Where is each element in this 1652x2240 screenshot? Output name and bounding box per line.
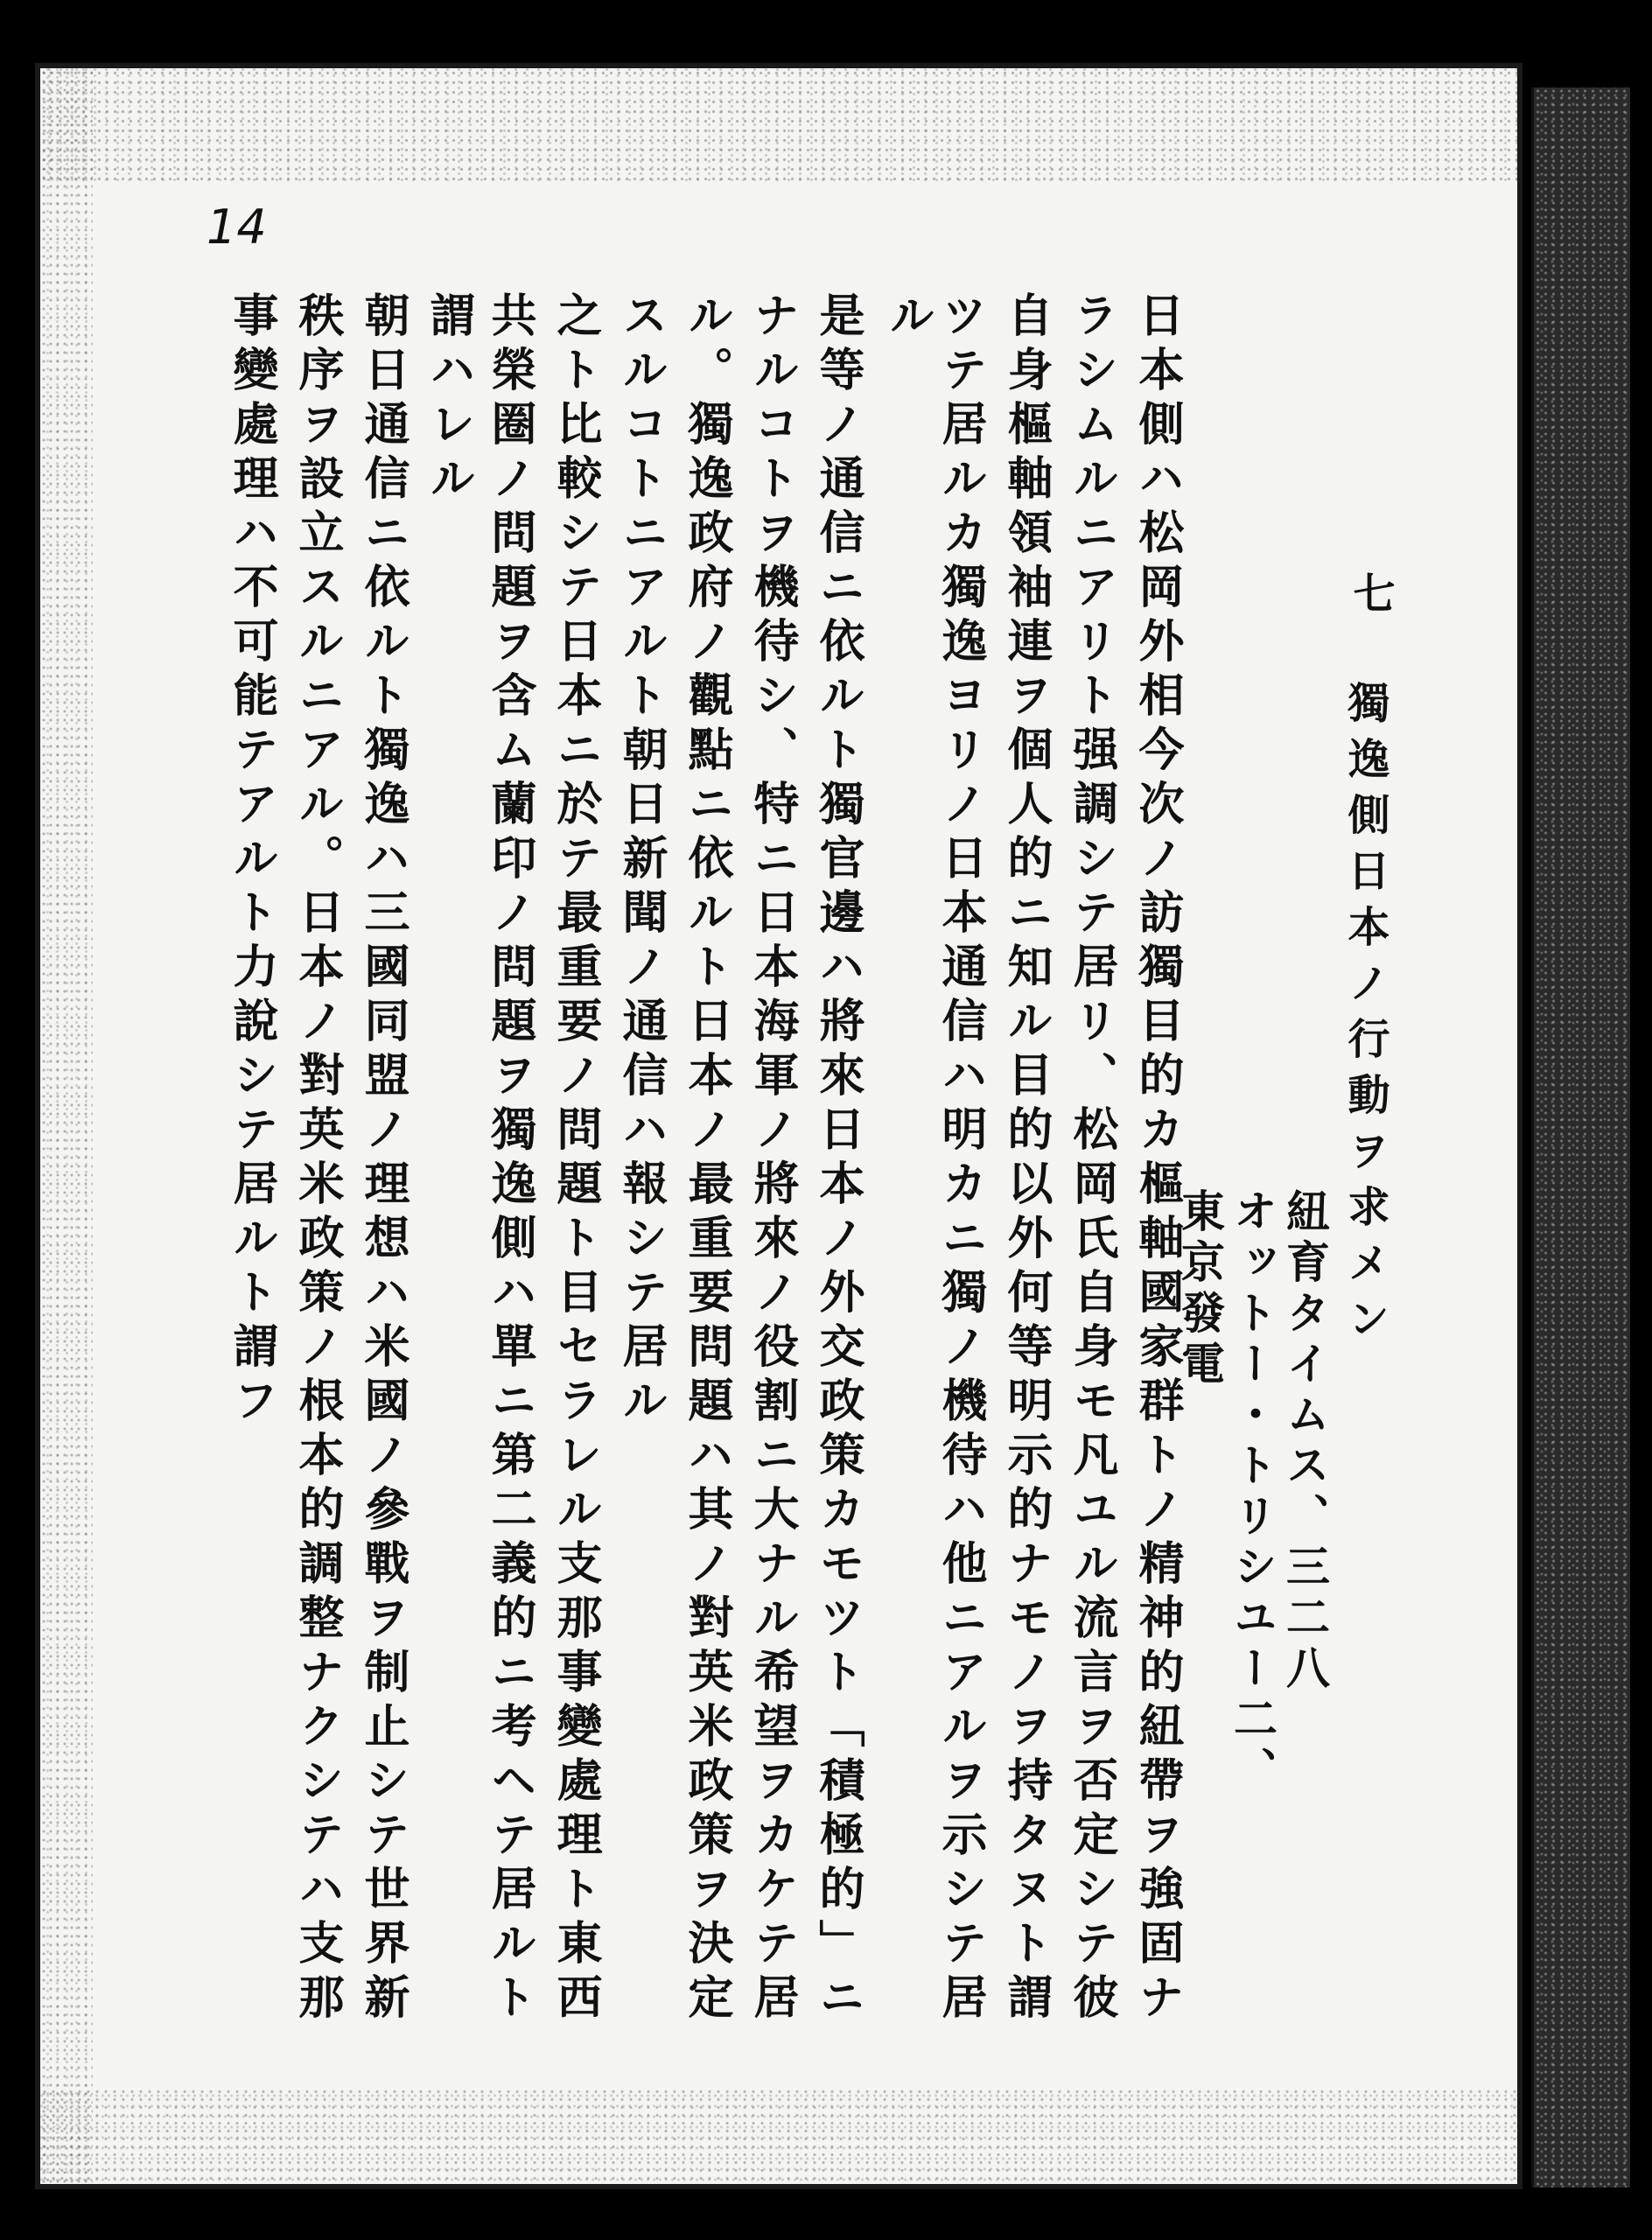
scan-noise-bottom xyxy=(40,2088,1517,2184)
text-column: 謂ハレル xyxy=(422,291,475,508)
text-column: 是等ノ通信ニ依ルト獨官邊ハ將來日本ノ外交政策カモツト「積極的」ニ xyxy=(811,291,864,2027)
scan-noise-left xyxy=(40,68,93,2184)
text-column: 之ト比較シテ日本ニ於テ最重要ノ問題ト目セラレル支那事變處理ト東西 xyxy=(549,291,602,2027)
text-column: ラシムルニアリト强調シテ居リ、松岡氏自身モ凡ユル流言ヲ否定シテ彼 xyxy=(1065,291,1118,2027)
text-column: 事變處理ハ不可能テアルト力說シテ居ルト謂フ xyxy=(225,291,278,1431)
page-number: 14 xyxy=(206,200,267,255)
text-column: スルコトニアルト朝日新聞ノ通信ハ報シテ居ル xyxy=(614,291,668,1431)
source-line: 紐育タイムス、三二八 xyxy=(1279,1188,1331,1696)
source-line: 東京發電 xyxy=(1174,1188,1226,1391)
text-column: 秩序ヲ設立スルニアル。日本ノ對英米政策ノ根本的調整ナクシテハ支那 xyxy=(290,291,344,2027)
document-page xyxy=(35,63,1522,2189)
text-column: 日本側ハ松岡外相今次ノ訪獨目的カ樞軸國家群トノ精神的紐帶ヲ強固ナ xyxy=(1130,291,1184,2027)
text-column: ル xyxy=(881,291,934,346)
scan-noise-top xyxy=(40,68,1517,182)
section-title: 獨逸側日本ノ行動ヲ求メン xyxy=(1340,681,1390,1353)
text-column: ル。獨逸政府ノ觀點ニ依ルト日本ノ最重要問題ハ其ノ對英米政策ヲ決定 xyxy=(680,291,733,2027)
adjacent-page-edge xyxy=(1531,88,1630,2188)
text-column: ツテ居ルカ獨逸ヨリノ日本通信ハ明カニ獨ノ機待ハ他ニアルヲ示シテ居 xyxy=(934,291,987,2027)
text-column: 朝日通信ニ依ルト獨逸ハ三國同盟ノ理想ハ米國ノ參戰ヲ制止シテ世界新 xyxy=(356,291,410,2027)
text-column: 共榮圈ノ問題ヲ含ム蘭印ノ問題ヲ獨逸側ハ單ニ第二義的ニ考ヘテ居ルト xyxy=(483,291,536,2027)
text-column: 自身樞軸領袖連ヲ個人的ニ知ル目的以外何等明示的ナモノヲ持タヌト謂 xyxy=(999,291,1053,2027)
source-line: オットー・トリシユー二、 xyxy=(1227,1188,1278,1797)
text-column: ナルコトヲ機待シ、特ニ日本海軍ノ將來ノ役割ニ大ナル希望ヲカケテ居 xyxy=(746,291,799,2027)
section-number: 七 xyxy=(1346,571,1395,622)
